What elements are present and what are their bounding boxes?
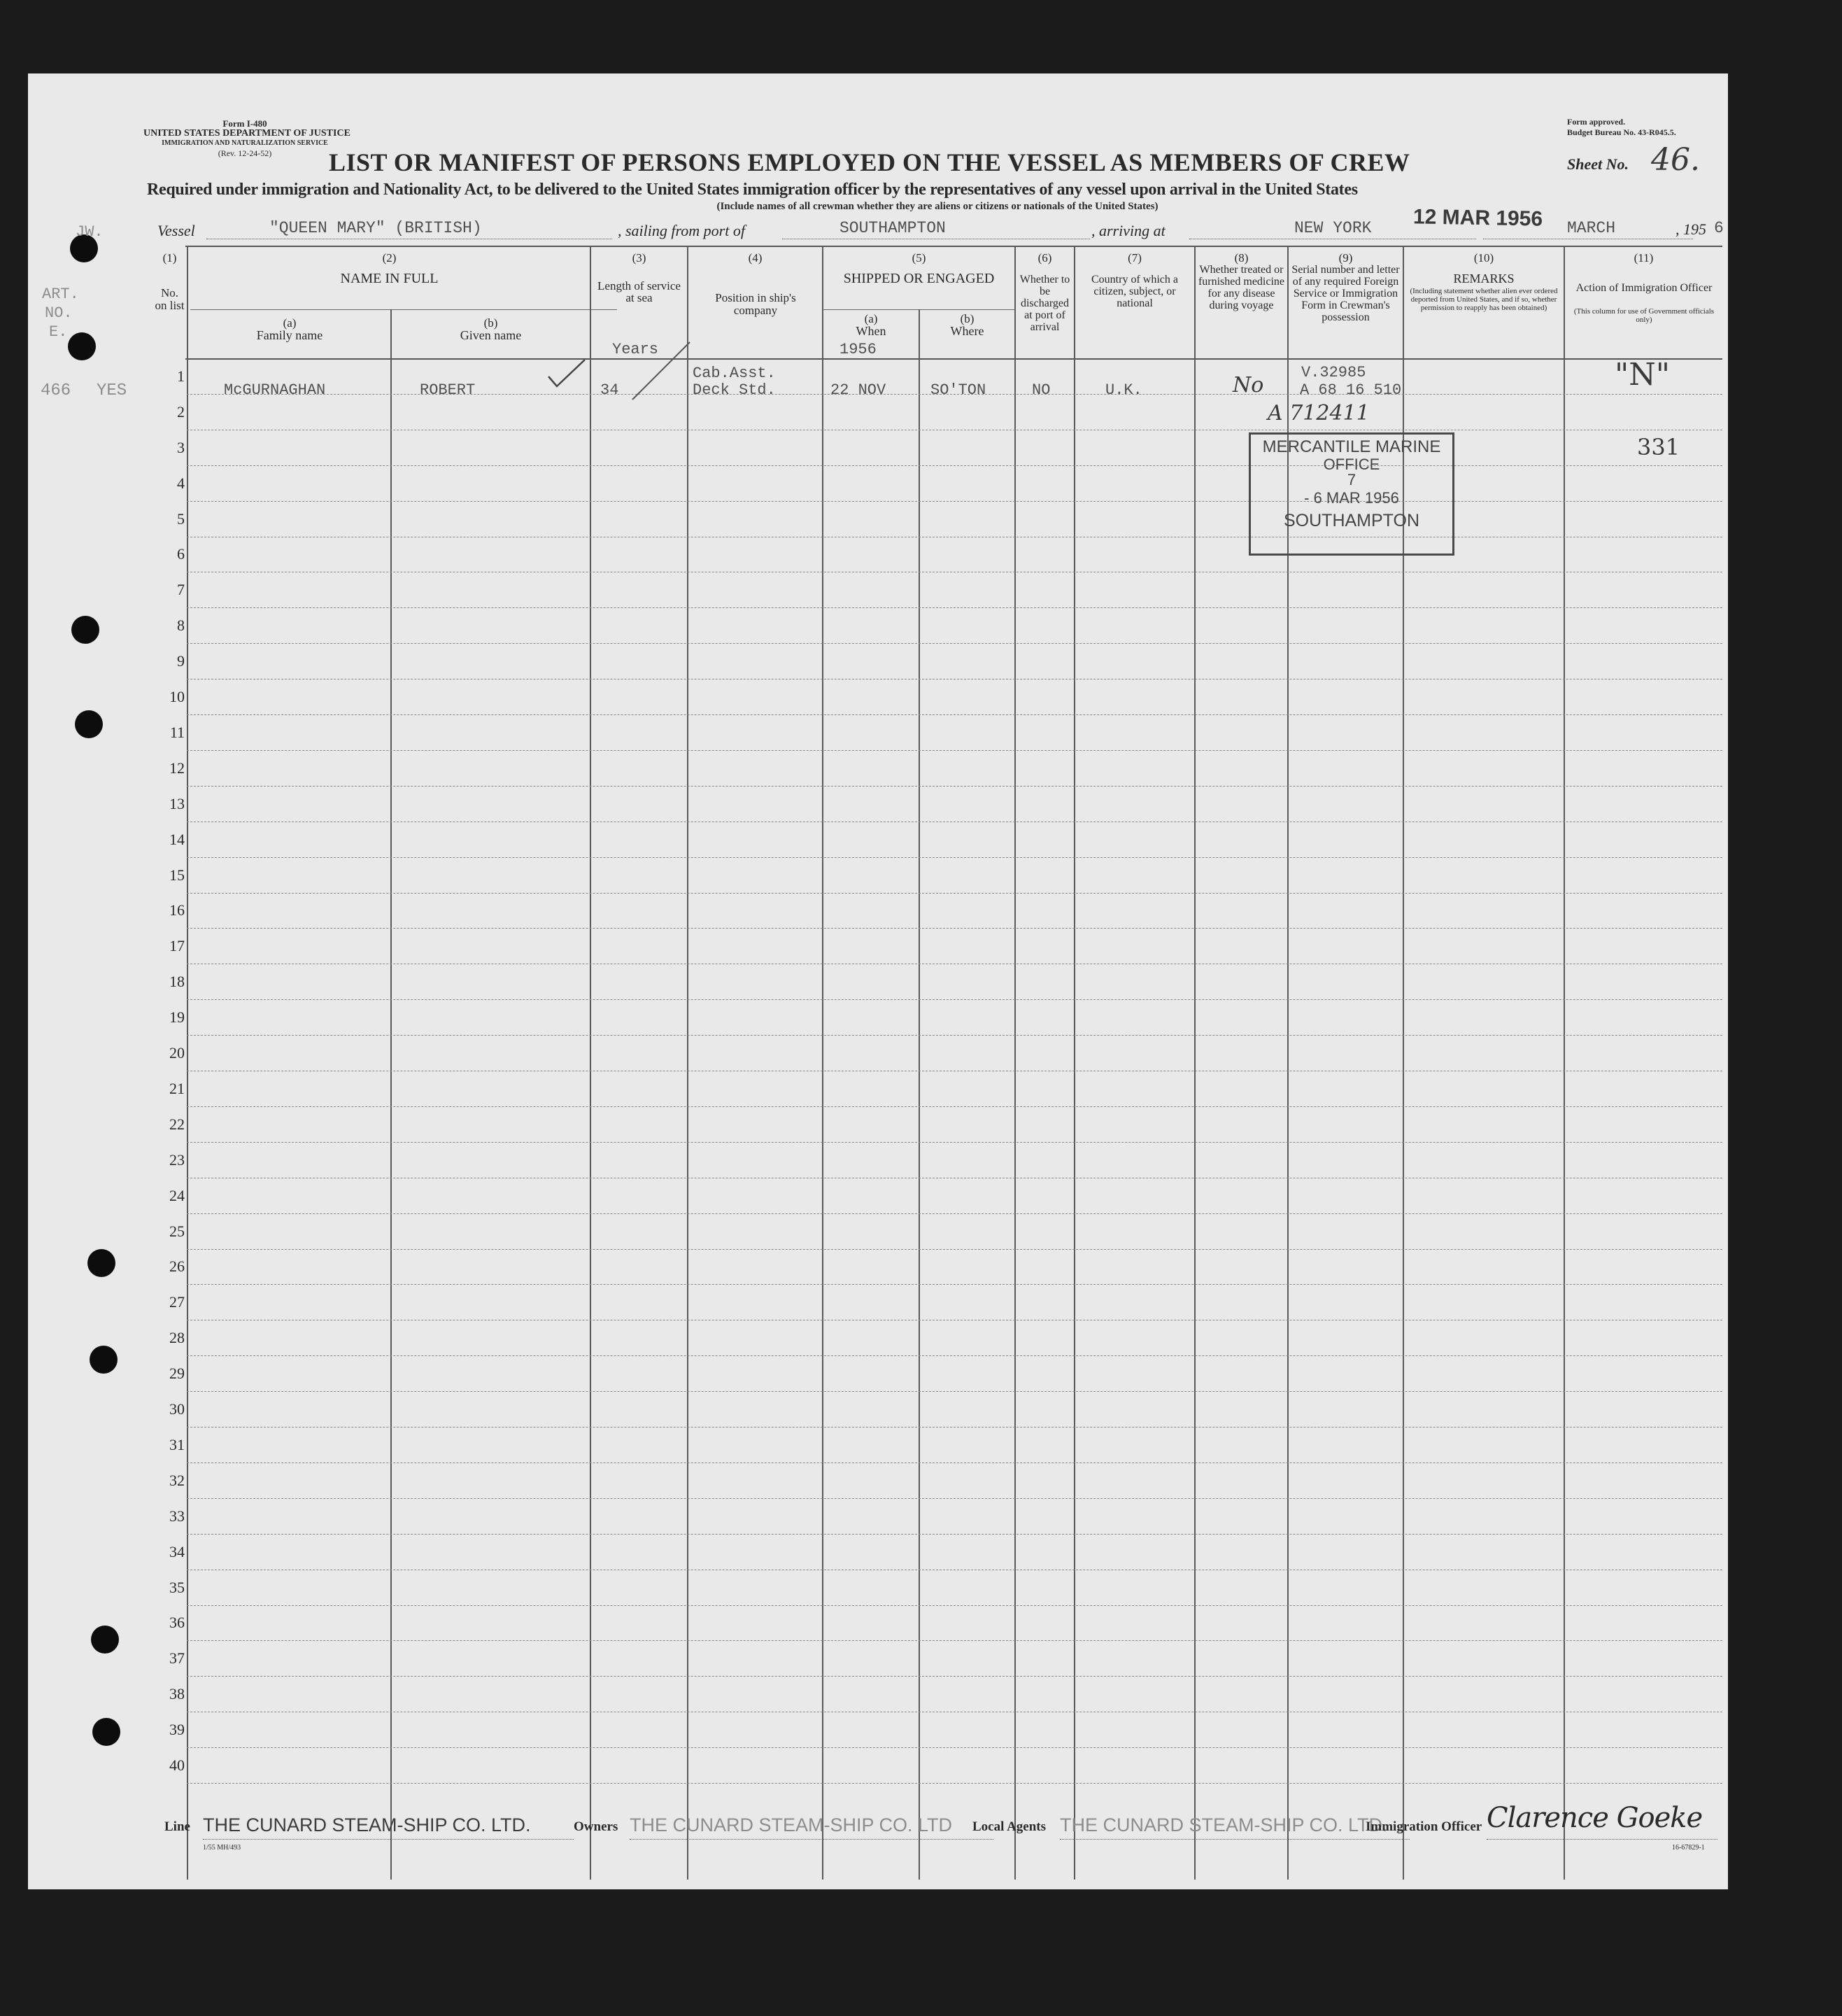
punch-hole xyxy=(90,1346,118,1374)
row-line xyxy=(187,465,1722,466)
col7-header: Country of which a citizen, subject, or national xyxy=(1091,274,1178,309)
col6-number: (6) xyxy=(1037,251,1052,265)
entry-when: 22 NOV xyxy=(830,381,886,399)
footer-owners-value: THE CUNARD STEAM-SHIP CO. LTD xyxy=(630,1814,953,1835)
col-divider xyxy=(590,246,591,1880)
row-line xyxy=(187,1676,1722,1677)
entry-serial-2: A 68 16 510 xyxy=(1300,381,1402,399)
entry-medicine: No xyxy=(1233,373,1264,397)
col1-header: No. on list xyxy=(155,286,185,312)
footer-officer-underline xyxy=(1487,1839,1717,1840)
col11-note: (This column for use of Government officials only) xyxy=(1573,307,1715,324)
row-number: 40 xyxy=(169,1756,185,1774)
stamp-line4: - 6 MAR 1956 xyxy=(1304,489,1399,507)
col-divider xyxy=(390,309,392,1880)
form-title: LIST OR MANIFEST OF PERSONS EMPLOYED ON THE VESSEL AS MEMBERS OF CREW xyxy=(329,148,1410,176)
col9-header: Serial number and letter of any required Foreign Service or Immigration Form in Crewman's possession xyxy=(1291,264,1400,323)
name-subheader-rule xyxy=(190,309,617,310)
row-number: 6 xyxy=(177,545,185,563)
col2-header: NAME IN FULL xyxy=(340,271,439,286)
col1-number: (1) xyxy=(162,251,177,265)
col7-number: (7) xyxy=(1128,251,1142,265)
col11-header: Action of Immigration Officer xyxy=(1575,282,1713,294)
row-line xyxy=(187,1534,1722,1535)
row-number: 8 xyxy=(177,616,185,635)
col-divider xyxy=(1074,246,1075,1880)
service: IMMIGRATION AND NATURALIZATION SERVICE xyxy=(162,139,328,147)
row-line xyxy=(187,1355,1722,1356)
row-number: 9 xyxy=(177,652,185,670)
margin-no: NO. xyxy=(45,304,73,322)
entry-position-2: Deck Std. xyxy=(693,381,776,399)
col5-number: (5) xyxy=(912,251,926,265)
footer-agents-value: THE CUNARD STEAM-SHIP CO. LTD. xyxy=(1060,1814,1388,1835)
vessel-name: "QUEEN MARY" (BRITISH) xyxy=(269,219,482,237)
row-line xyxy=(187,1213,1722,1214)
form-number: Form I-480 xyxy=(222,118,267,129)
entry-serial-1: V.32985 xyxy=(1301,364,1366,381)
col10-number: (10) xyxy=(1473,251,1494,265)
row-number: 14 xyxy=(169,830,185,848)
col4-header: Position in ship's company xyxy=(715,291,796,317)
row-number: 30 xyxy=(169,1400,185,1418)
row-number: 1 xyxy=(177,367,185,385)
row-number: 33 xyxy=(169,1507,185,1525)
col6-header: Whether to be discharged at port of arrival xyxy=(1019,274,1070,333)
year-1956: 1956 xyxy=(839,341,877,358)
punch-hole xyxy=(68,332,96,360)
entry-service: 34 xyxy=(600,381,619,399)
row-number: 35 xyxy=(169,1578,185,1596)
include-note: (Include names of all crewman whether they are aliens or citizens or nationals of the United States) xyxy=(716,201,1159,212)
form-code: 16-67829-1 xyxy=(1672,1844,1705,1852)
col3-header: Length of service at sea xyxy=(597,279,681,304)
col2b-number: (b) xyxy=(483,316,498,330)
stamp-line1: MERCANTILE MARINE xyxy=(1262,437,1441,456)
entry-family-name: McGURNAGHAN xyxy=(224,381,326,399)
col5-header: SHIPPED OR ENGAGED xyxy=(843,271,995,286)
entry-country: U.K. xyxy=(1105,381,1142,399)
budget-bureau: Budget Bureau No. 43-R045.5. xyxy=(1567,127,1676,137)
col10-header: REMARKS xyxy=(1453,272,1515,286)
row-line xyxy=(187,1142,1722,1143)
col8-header: Whether treated or furnished medicine for any disease during voyage xyxy=(1198,264,1285,311)
form-approved: Form approved. xyxy=(1567,117,1626,127)
col5a-header: When xyxy=(856,324,886,338)
entry-action-number: 331 xyxy=(1637,434,1680,460)
row-number: 18 xyxy=(169,973,185,991)
to-port: NEW YORK xyxy=(1294,219,1372,237)
form-subtitle: Required under immigration and Nationality Act, to be delivered to the United States immigration officer by the representatives of any vessel upon arrival in the United States xyxy=(147,181,1358,199)
margin-entry-yes: YES xyxy=(97,381,127,400)
col-divider xyxy=(687,246,688,1880)
row-number: 5 xyxy=(177,509,185,528)
footer-agents-underline xyxy=(1060,1839,1410,1840)
row-number: 4 xyxy=(177,474,185,492)
row-number: 34 xyxy=(169,1542,185,1560)
row-number: 36 xyxy=(169,1614,185,1632)
col2a-header: Family name xyxy=(256,328,323,342)
row-line xyxy=(187,1462,1722,1463)
row-line xyxy=(187,928,1722,929)
col2-number: (2) xyxy=(382,251,397,265)
vessel-label: Vessel xyxy=(157,222,195,239)
row-number: 21 xyxy=(169,1079,185,1097)
row-line xyxy=(187,999,1722,1000)
footer-agents-label: Local Agents xyxy=(972,1819,1047,1834)
margin-entry-no: 466 xyxy=(41,381,71,400)
slash-mark-icon xyxy=(630,339,693,402)
sailing-label: , sailing from port of xyxy=(618,222,745,239)
check-mark-icon xyxy=(546,357,588,392)
margin-art: ART. xyxy=(42,286,79,303)
footer-officer-label: Immigration Officer xyxy=(1366,1819,1482,1834)
row-number: 23 xyxy=(169,1150,185,1169)
punch-hole xyxy=(75,710,103,738)
table-top-rule xyxy=(185,246,1722,247)
footer-line-label: Line xyxy=(164,1819,190,1834)
arrival-date-stamp: 12 MAR 1956 xyxy=(1412,205,1543,231)
row-number: 24 xyxy=(169,1186,185,1204)
entry-where: SO'TON xyxy=(930,381,986,399)
row-line xyxy=(187,1783,1722,1784)
row-number: 20 xyxy=(169,1044,185,1062)
col-divider xyxy=(822,246,823,1880)
row-number: 22 xyxy=(169,1115,185,1133)
entry-discharged: NO xyxy=(1032,381,1051,399)
entry-position-1: Cab.Asst. xyxy=(693,365,776,382)
footer-owners-underline xyxy=(630,1839,993,1840)
col-divider xyxy=(919,309,920,1880)
manifest-page xyxy=(28,73,1728,1889)
row-line xyxy=(187,893,1722,894)
sheet-label: Sheet No. xyxy=(1567,155,1629,173)
mercantile-marine-stamp xyxy=(1249,432,1454,556)
row-line xyxy=(187,1427,1722,1428)
row-number: 17 xyxy=(169,937,185,955)
entry-given-name: ROBERT xyxy=(420,381,476,399)
col5b-number: (b) xyxy=(960,312,975,325)
row-number: 16 xyxy=(169,901,185,919)
row-line xyxy=(187,1605,1722,1606)
row-line xyxy=(187,1640,1722,1641)
department: UNITED STATES DEPARTMENT OF JUSTICE xyxy=(143,128,350,139)
row-line xyxy=(187,1106,1722,1107)
row-number: 37 xyxy=(169,1649,185,1668)
row-line xyxy=(187,750,1722,751)
row-number: 11 xyxy=(169,723,185,741)
year-prefix: , 195 xyxy=(1675,220,1706,238)
col-divider xyxy=(1194,246,1196,1880)
years-label: Years xyxy=(612,341,659,358)
row-number: 25 xyxy=(169,1222,185,1240)
col2b-header: Given name xyxy=(460,328,522,342)
row-line xyxy=(187,1249,1722,1250)
row-number: 19 xyxy=(169,1008,185,1027)
row-number: 26 xyxy=(169,1257,185,1276)
row-line xyxy=(187,1284,1722,1285)
row-line xyxy=(187,643,1722,644)
arriving-label: , arriving at xyxy=(1091,222,1166,239)
col2a-number: (a) xyxy=(283,316,297,330)
row-line xyxy=(187,1498,1722,1499)
col8-number: (8) xyxy=(1234,251,1249,265)
footer-owners-label: Owners xyxy=(574,1819,618,1834)
col5a-number: (a) xyxy=(864,312,878,325)
row-number: 39 xyxy=(169,1721,185,1739)
row-line xyxy=(187,786,1722,787)
officer-signature: Clarence Goeke xyxy=(1487,1802,1703,1834)
footer-line-value: THE CUNARD STEAM-SHIP CO. LTD. xyxy=(203,1814,531,1835)
col11-number: (11) xyxy=(1634,251,1654,265)
punch-hole xyxy=(91,1626,119,1654)
row-number: 13 xyxy=(169,794,185,812)
entry-action: "N" xyxy=(1615,357,1670,393)
arrival-month: MARCH xyxy=(1567,219,1616,237)
printer-code: 1/55 MH/493 xyxy=(203,1844,241,1852)
row-line xyxy=(187,857,1722,858)
header-bottom-rule xyxy=(185,358,1722,360)
punch-hole xyxy=(92,1718,120,1746)
row-line xyxy=(187,1747,1722,1748)
footer-line-underline xyxy=(203,1839,574,1840)
col3-number: (3) xyxy=(632,251,646,265)
col10-note: (Including statement whether alien ever ordered deported from United States, and if so, whether permission to reapply has been obtained) xyxy=(1410,287,1558,312)
sheet-number: 46. xyxy=(1651,142,1700,178)
row-number: 10 xyxy=(169,688,185,705)
row-line xyxy=(187,1391,1722,1392)
row-line xyxy=(187,714,1722,715)
row-number: 31 xyxy=(169,1435,185,1453)
row-number: 15 xyxy=(169,866,185,884)
revision: (Rev. 12-24-52) xyxy=(218,148,272,158)
col9-number: (9) xyxy=(1338,251,1353,265)
stamp-line3: 7 xyxy=(1347,471,1356,488)
margin-e: E. xyxy=(49,323,68,341)
row-number: 27 xyxy=(169,1293,185,1311)
row-number: 3 xyxy=(177,438,185,456)
col-divider xyxy=(1564,246,1565,1880)
punch-hole xyxy=(87,1249,115,1277)
col-divider xyxy=(187,246,188,1880)
entry-serial-3: A 712411 xyxy=(1268,401,1370,425)
row-number: 32 xyxy=(169,1471,185,1489)
stamp-line2: OFFICE xyxy=(1323,456,1380,473)
year-digit: 6 xyxy=(1714,219,1724,237)
row-line xyxy=(187,501,1722,502)
punch-hole xyxy=(71,616,99,644)
row-number: 7 xyxy=(177,581,185,599)
row-line xyxy=(187,607,1722,608)
col-divider xyxy=(1014,246,1016,1880)
row-number: 12 xyxy=(169,759,185,777)
row-number: 38 xyxy=(169,1685,185,1703)
row-number: 2 xyxy=(177,402,185,421)
margin-jw: JW. xyxy=(76,223,104,241)
col4-number: (4) xyxy=(748,251,763,265)
row-number: 29 xyxy=(169,1365,185,1383)
stamp-line5: SOUTHAMPTON xyxy=(1284,511,1419,530)
from-port: SOUTHAMPTON xyxy=(839,219,946,237)
row-number: 28 xyxy=(169,1329,185,1347)
row-line xyxy=(187,1035,1722,1036)
col5b-header: Where xyxy=(950,324,984,338)
